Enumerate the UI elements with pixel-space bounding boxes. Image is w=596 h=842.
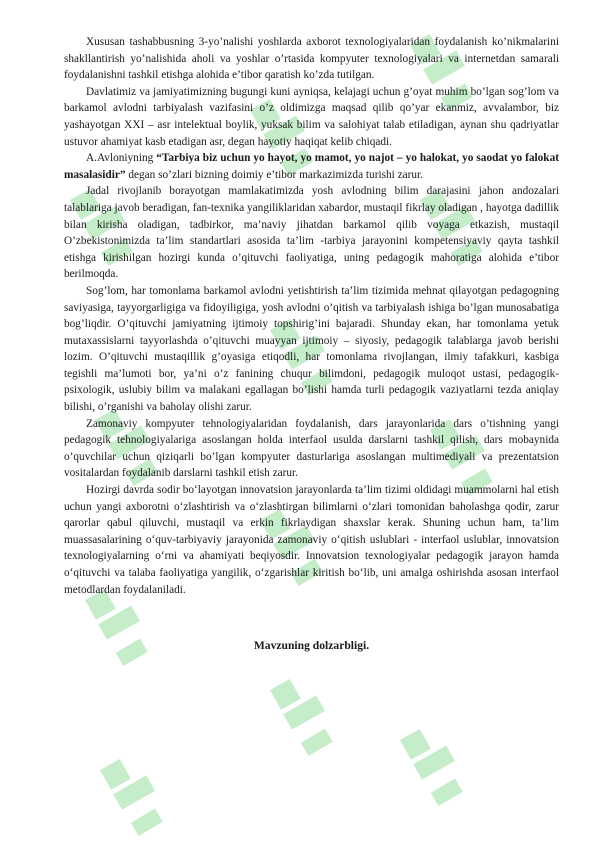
paragraph-text: Xususan tashabbusning 3-yo’nalishi yoshlarda axborot texnologiyalaridan foydalanish ko’nikmalarini shakllantirish yo’nalishida aholi va yoshlar o’rtasida kompyuter texnologiyalari va internetdan samarali foydalanishni tashkil etishga alohida e’tibor qaratish ko’zda tutilgan. [64, 36, 559, 82]
paragraph [64, 416, 559, 482]
paragraph-list [64, 34, 559, 598]
paragraph [64, 283, 559, 416]
paragraph-text: Sog’lom, har tomonlama barkamol avlodni yetishtirish ta’lim tizimida mehnat qilayotgan pedagogning saviyasiga, tayyorgarligiga va fidoyiligiga, yosh avlodni o’qitish va tarbiyalash ishiga bo’lgan munosabatiga bog’liqdir. O’qituvchi jamiyatning ijtimoiy topshirig’ini bajaradi. Shunday ekan, har tomonlama yetuk mutaxassislarni tayyorlashda o’qituvchi muayyan ijtimoiy – siyosiy, pedagogik talablarga javob berishi lozim. O’qituvchi mustaqillik g’oyasiga etiqodli, har tomonlama rivojlangan, ilmiy tafakkuri, kasbiga tegishli ma’lumoti bor, ya’ni o’z fanining chuqur bilimdoni, pedagogik muloqot ustasi, pedagogik-psixologik, uslubiy bilim va malakani egallagan bo’lishi hamda turli pedagogik vaziyatlarni tezda aniqlay bilishi, o’rganishi va baholay olishi zarur. [64, 284, 559, 414]
green-watermark-logo-icon [270, 679, 333, 756]
green-watermark-logo-icon [400, 729, 463, 806]
paragraph-text: degan so’zlari bizning doimiy e’tibor markazimizda turishi zarur. [125, 168, 424, 181]
paragraph-text: Zamonaviy kompyuter tehnologiyalaridan foydalanish, dars jarayonlarida dars o’tishning yangi pedagogik tehnologiyalariga asoslangan holda interfaol usulda darslarni tashkil qilish, dars mobaynida o’quvchilar uchun qiziqarli bo’lgan kompyuter dasturlariga asoslangan multimediyali va prezentatsion vositalardan foydalanib darslarni tashkil etish zarur. [64, 417, 559, 480]
paragraph-text: Jadal rivojlanib borayotgan mamlakatimizda yosh avlodning bilim darajasini jahon andozalari talablariga javob beradigan, fan-texnika yangiliklaridan xabardor, mustaqil fikrlay oladigan , hayotga dadillik bilan kirisha oladigan, tadbirkor, ma’naviy jihatdan barkamol qilib voyaga etkazish, mustaqil O’zbekistonimizda ta’lim standartlari asosida ta’lim -tarbiya jarayonini kompetensiyaviy qayta tashkil etishga kirishilgan hozirgi kunda o’qituvchi faoliyatiga, uning pedagogik mahoratiga alohida e’tibor berilmoqda. [64, 185, 559, 281]
paragraph [64, 150, 559, 183]
paragraph [64, 34, 559, 84]
paragraph-text: Hozirgi davrda sodir bo‘layotgan innovatsion jarayonlarda ta’lim tizimi oldidagi muammolarni hal etish uchun yangi axborotni o‘zlashtirish va o‘zlashtirgan bilimlarni o‘zlari tomonidan baholashga qodir, zarur qarorlar qabul qiluvchi, mustaqil va erkin fikrlaydigan shaxslar kerak. Shuning uchun ham, ta’lim muassasalarining o‘quv-tarbiyaviy jarayonida zamonaviy o‘qitish uslublari - interfaol uslublar, innovatsion texnologiyalarning o‘rni va ahamiyati beqiyosdir. Innovatsion texnologiyalar pedagogik jarayon hamda o‘qituvchi va talaba faoliyatiga yangilik, o‘zgarishlar kiritish bo‘lib, uni amalga oshirishda asosan interfaol metodlardan foydalaniladi. [64, 484, 559, 596]
paragraph [64, 183, 559, 283]
section-heading: Mavzuning dolzarbligi. [253, 639, 370, 653]
paragraph [64, 84, 559, 150]
paragraph-text: A.Avloniyning [86, 152, 157, 165]
bold-quote: “Tarbiya biz uchun yo hayot, yo mamot, yo najot – yo halokat, yo saodat yo falokat masalasidir” [64, 152, 559, 181]
paragraph-text: Davlatimiz va jamiyatimizning bugungi kuni ayniqsa, kelajagi uchun g’oyat muhim bo’lgan sog’lom va barkamol avlodni tarbiyalash vazifasini o’z oldimizga maqsad qilib qo’yar ekanmiz, avvalambor, biz yashayotgan XXI – asr intelektual boylik, yuksak bilim va salohiyat talab etiladigan, aynan shu qadriyatlar ustuvor ahamiyat kasb etadigan asr, degan hayotiy haqiqat kelib chiqadi. [64, 85, 559, 148]
document-body [64, 34, 559, 655]
green-watermark-logo-icon [100, 759, 163, 836]
paragraph [64, 482, 559, 598]
